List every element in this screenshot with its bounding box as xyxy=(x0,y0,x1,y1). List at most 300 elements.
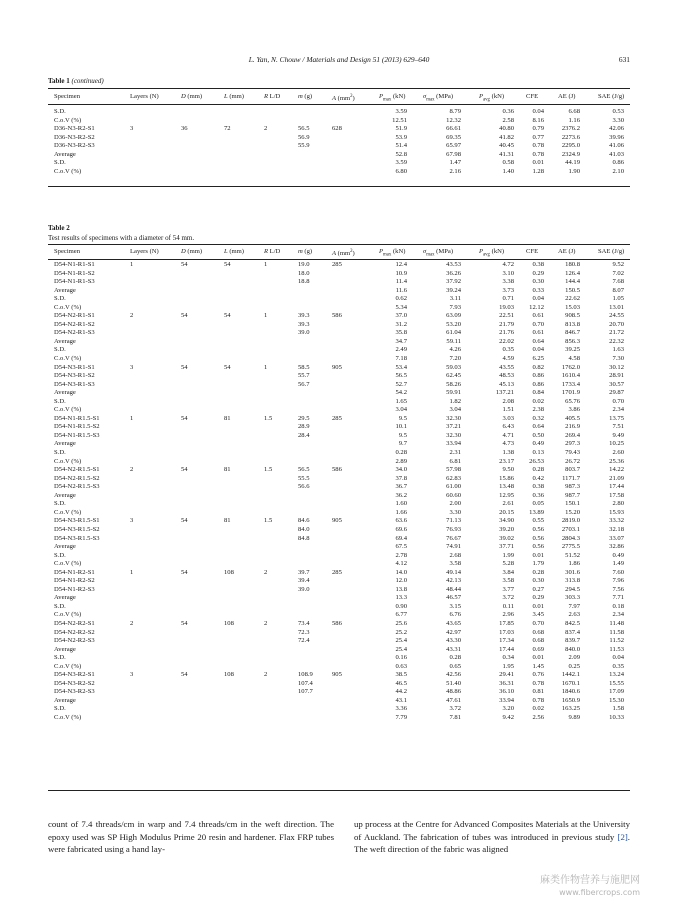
cell-ae: 1762.0 xyxy=(561,363,580,371)
cell-rld: 2 xyxy=(264,568,268,576)
cell-ae: 1.90 xyxy=(568,167,580,175)
cell-m: 18.0 xyxy=(298,269,310,277)
cell-smax: 43.65 xyxy=(446,619,461,627)
cell-sae: 28.91 xyxy=(609,372,624,380)
cell-smax: 57.98 xyxy=(446,466,461,474)
watermark xyxy=(540,875,640,899)
cell-pavg: 21.79 xyxy=(499,320,514,328)
cell-smax: 42.97 xyxy=(446,628,461,636)
cell-rld: 2 xyxy=(264,671,268,679)
cell-d: 54 xyxy=(181,363,188,371)
cell-cfe: 0.05 xyxy=(532,500,544,508)
cell-ae: 2804.3 xyxy=(561,534,580,542)
cell-ae: 1701.9 xyxy=(561,389,580,397)
col-ae: AE (J) xyxy=(558,93,576,100)
table-row xyxy=(48,646,630,655)
cell-pavg: 39.20 xyxy=(499,525,514,533)
cell-smax: 3.58 xyxy=(449,560,461,568)
cell-smax: 8.79 xyxy=(449,108,461,115)
col-cfe: CFE xyxy=(526,248,539,255)
cell-pmax: 54.2 xyxy=(395,389,407,397)
cell-specimen: Average xyxy=(54,543,76,551)
cell-sae: 0.86 xyxy=(612,159,624,167)
cell-specimen: D54-N2-R1.5-S3 xyxy=(54,483,100,491)
cell-l: 54 xyxy=(224,363,231,371)
table2-label: Table 2 xyxy=(48,224,70,232)
cell-ae: 1650.9 xyxy=(561,696,580,704)
table-row xyxy=(48,295,630,304)
cell-ae: 842.5 xyxy=(565,619,580,627)
table-row xyxy=(48,671,630,680)
cell-cfe: 0.82 xyxy=(532,363,544,371)
cell-ae: 150.5 xyxy=(565,286,580,294)
cell-pmax: 44.2 xyxy=(395,688,407,696)
cell-m: 84.0 xyxy=(298,525,310,533)
cell-sae: 7.71 xyxy=(612,594,624,602)
table2-body xyxy=(48,261,630,723)
cell-sae: 2.80 xyxy=(612,500,624,508)
cell-sae: 21.72 xyxy=(609,329,624,337)
cell-ae: 856.3 xyxy=(565,337,580,345)
cell-layers: 3 xyxy=(130,517,134,525)
cell-smax: 2.31 xyxy=(449,449,461,457)
cell-pmax: 46.5 xyxy=(395,679,407,687)
cell-smax: 3.11 xyxy=(449,295,461,303)
cell-pavg: 2.58 xyxy=(502,116,514,124)
cell-sae: 2.34 xyxy=(612,406,624,414)
cell-specimen: C.o.V (%) xyxy=(54,355,82,363)
table-row xyxy=(48,586,630,595)
cell-smax: 63.09 xyxy=(446,312,461,320)
cell-pmax: 69.4 xyxy=(395,534,407,542)
cell-sae: 1.49 xyxy=(612,560,624,568)
cell-pmax: 1.66 xyxy=(395,508,407,516)
col-pavg: $P_{avg}$ (kN) xyxy=(479,93,505,103)
cell-layers: 3 xyxy=(130,363,134,371)
cell-pavg: 1.40 xyxy=(502,167,514,175)
cell-sae: 15.93 xyxy=(609,508,624,516)
cell-smax: 12.32 xyxy=(446,116,461,124)
cell-specimen: D54-N1-R2-S1 xyxy=(54,568,95,576)
cell-sae: 7.51 xyxy=(612,423,624,431)
cell-sae: 3.30 xyxy=(612,116,624,124)
table-row xyxy=(48,389,630,398)
cell-pavg: 0.35 xyxy=(502,346,514,354)
table-row xyxy=(48,346,630,355)
cell-rld: 1 xyxy=(264,261,268,268)
cell-pmax: 36.2 xyxy=(395,491,407,499)
cell-m: 56.9 xyxy=(298,133,310,141)
table1-top-rule xyxy=(48,88,630,89)
cell-a: 285 xyxy=(332,568,342,576)
table-row xyxy=(48,440,630,449)
cell-pavg: 20.15 xyxy=(499,508,514,516)
cell-pmax: 34.0 xyxy=(395,466,407,474)
cell-a: 586 xyxy=(332,466,342,474)
cell-d: 54 xyxy=(181,466,188,474)
cell-ae: 79.43 xyxy=(565,449,580,457)
cell-cfe: 0.32 xyxy=(532,414,544,422)
cell-ae: 987.3 xyxy=(565,483,580,491)
table2-header xyxy=(48,245,630,258)
cell-smax: 6.76 xyxy=(449,611,461,619)
cell-m: 39.7 xyxy=(298,568,310,576)
cell-pavg: 19.03 xyxy=(499,303,514,311)
cell-pavg: 15.86 xyxy=(499,474,514,482)
table1-label: Table 1 xyxy=(48,77,70,85)
cell-ae: 297.3 xyxy=(565,440,580,448)
cell-specimen: C.o.V (%) xyxy=(54,611,82,619)
cell-specimen: D54-N1-R1-S3 xyxy=(54,278,95,286)
table-row xyxy=(48,432,630,441)
cell-pavg: 23.17 xyxy=(499,457,514,465)
cell-specimen: C.o.V (%) xyxy=(54,662,82,670)
cell-ae: 1171.7 xyxy=(562,474,580,482)
body-text-right-b: . The weft direction of the fabric was aligned xyxy=(354,831,630,854)
cell-pmax: 2.89 xyxy=(395,457,407,465)
cell-pavg: 4.71 xyxy=(502,431,514,439)
cell-pavg: 6.43 xyxy=(502,423,514,431)
cell-cfe: 8.16 xyxy=(532,116,544,124)
cell-specimen: D54-N3-R1.5-S2 xyxy=(54,525,100,533)
cell-smax: 65.97 xyxy=(446,142,461,150)
cell-pavg: 22.02 xyxy=(499,337,514,345)
table-row xyxy=(48,517,630,526)
cell-a: 905 xyxy=(332,517,342,525)
table-row xyxy=(48,663,630,672)
reference-link[interactable]: [2] xyxy=(617,831,628,842)
cell-pavg: 3.72 xyxy=(502,594,514,602)
cell-smax: 71.13 xyxy=(446,517,461,525)
cell-smax: 33.94 xyxy=(446,440,461,448)
cell-specimen: D54-N2-R1.5-S2 xyxy=(54,474,100,482)
cell-pavg: 17.85 xyxy=(499,619,514,627)
cell-smax: 0.65 xyxy=(449,662,461,670)
cell-sae: 11.58 xyxy=(609,628,624,636)
col-cfe: CFE xyxy=(526,93,539,100)
cell-pavg: 0.34 xyxy=(502,654,514,662)
cell-sae: 30.12 xyxy=(609,363,624,371)
cell-m: 107.4 xyxy=(298,679,313,687)
cell-smax: 43.53 xyxy=(446,261,461,268)
cell-m: 73.4 xyxy=(298,619,310,627)
cell-m: 56.6 xyxy=(298,483,310,491)
table-row xyxy=(48,620,630,629)
cell-pmax: 37.8 xyxy=(395,474,407,482)
cell-ae: 126.4 xyxy=(565,269,580,277)
body-text-right-a: up process at the Centre for Advanced Composites Materials at the University of Auckland. The fabrication of tubes was introduced in previous study xyxy=(354,819,630,842)
cell-pmax: 6.77 xyxy=(395,611,407,619)
cell-layers: 1 xyxy=(130,414,134,422)
cell-pavg: 3.58 xyxy=(502,577,514,585)
cell-m: 72.4 xyxy=(298,637,310,645)
cell-ae: 269.4 xyxy=(565,431,580,439)
cell-pmax: 31.2 xyxy=(395,320,407,328)
cell-ae: 2376.2 xyxy=(561,125,580,133)
table-row xyxy=(48,398,630,407)
cell-ae: 1840.6 xyxy=(561,688,580,696)
cell-smax: 53.20 xyxy=(446,320,461,328)
cell-sae: 0.53 xyxy=(612,108,624,115)
cell-ae: 1733.4 xyxy=(561,380,580,388)
cell-cfe: 0.79 xyxy=(532,125,544,133)
cell-cfe: 0.29 xyxy=(532,269,544,277)
cell-specimen: D54-N3-R1.5-S3 xyxy=(54,534,100,542)
cell-a: 285 xyxy=(332,414,342,422)
cell-pmax: 0.90 xyxy=(395,602,407,610)
cell-ae: 2.63 xyxy=(568,611,580,619)
cell-pavg: 17.34 xyxy=(499,637,514,645)
running-title: L. Yan, N. Chouw / Materials and Design 51 (2013) 629–640 xyxy=(248,55,430,64)
cell-l: 81 xyxy=(224,466,231,474)
cell-sae: 1.05 xyxy=(612,295,624,303)
table-row xyxy=(48,629,630,638)
table-row xyxy=(48,278,630,287)
cell-pmax: 13.3 xyxy=(395,594,407,602)
table-row xyxy=(48,705,630,714)
table-row xyxy=(48,680,630,689)
cell-ae: 44.19 xyxy=(565,159,580,167)
cell-smax: 62.83 xyxy=(446,474,461,482)
cell-pavg: 1.99 xyxy=(502,551,514,559)
table-row xyxy=(48,688,630,697)
cell-smax: 59.91 xyxy=(446,389,461,397)
cell-ae: 303.3 xyxy=(565,594,580,602)
cell-smax: 46.57 xyxy=(446,594,461,602)
cell-pavg: 43.55 xyxy=(499,363,514,371)
cell-ae: 405.5 xyxy=(565,414,580,422)
cell-pmax: 3.59 xyxy=(395,159,407,167)
cell-cfe: 0.78 xyxy=(532,679,544,687)
table-row xyxy=(48,261,630,270)
cell-cfe: 0.01 xyxy=(532,159,544,167)
col-d: D (mm) xyxy=(181,93,203,100)
cell-specimen: D54-N3-R2-S3 xyxy=(54,688,95,696)
col-l: L (mm) xyxy=(224,93,244,100)
cell-pavg: 33.94 xyxy=(499,696,514,704)
cell-pavg: 2.96 xyxy=(502,611,514,619)
cell-cfe: 0.70 xyxy=(532,320,544,328)
cell-sae: 0.18 xyxy=(612,602,624,610)
table-row xyxy=(48,637,630,646)
cell-cfe: 0.70 xyxy=(532,619,544,627)
cell-cfe: 0.64 xyxy=(532,423,544,431)
cell-smax: 32.30 xyxy=(446,414,461,422)
col-rld: R L/D xyxy=(264,248,281,255)
cell-pmax: 11.6 xyxy=(395,286,407,294)
cell-ae: 2295.0 xyxy=(561,142,580,150)
cell-sae: 7.02 xyxy=(612,269,624,277)
cell-pmax: 7.79 xyxy=(395,713,407,721)
cell-ae: 2324.9 xyxy=(561,150,580,158)
cell-specimen: D54-N1-R1.5-S3 xyxy=(54,431,100,439)
cell-ae: 837.4 xyxy=(565,628,580,636)
cell-pavg: 3.03 xyxy=(502,414,514,422)
cell-specimen: D54-N3-R1-S1 xyxy=(54,363,95,371)
cell-smax: 76.93 xyxy=(446,525,461,533)
cell-cfe: 0.61 xyxy=(532,312,544,320)
cell-m: 55.9 xyxy=(298,142,310,150)
cell-d: 36 xyxy=(181,125,188,133)
table1-body xyxy=(48,108,630,176)
cell-pavg: 40.45 xyxy=(499,142,514,150)
cell-pmax: 63.6 xyxy=(395,517,407,525)
cell-pavg: 41.82 xyxy=(499,133,514,141)
cell-m: 84.8 xyxy=(298,534,310,542)
cell-pmax: 2.78 xyxy=(395,551,407,559)
cell-smax: 2.00 xyxy=(449,500,461,508)
cell-ae: 1.16 xyxy=(568,116,580,124)
cell-sae: 7.60 xyxy=(612,568,624,576)
cell-sae: 33.07 xyxy=(609,534,624,542)
cell-specimen: D36-N3-R2-S2 xyxy=(54,133,95,141)
cell-pavg: 9.42 xyxy=(502,713,514,721)
table2-header-rule xyxy=(48,259,630,260)
cell-specimen: S.D. xyxy=(54,397,66,405)
cell-pmax: 37.0 xyxy=(395,312,407,320)
cell-ae: 301.6 xyxy=(565,568,580,576)
cell-ae: 144.4 xyxy=(565,278,580,286)
table-row xyxy=(48,577,630,586)
col-pavg: $P_{avg}$ (kN) xyxy=(479,248,505,258)
watermark-line2: www.fibercrops.com xyxy=(559,888,640,897)
cell-pmax: 51.4 xyxy=(395,142,407,150)
table-row xyxy=(48,697,630,706)
cell-sae: 42.06 xyxy=(609,125,624,133)
cell-ae: 180.8 xyxy=(565,261,580,268)
table2-caption xyxy=(48,223,194,243)
cell-ae: 294.5 xyxy=(565,585,580,593)
cell-cfe: 0.78 xyxy=(532,150,544,158)
cell-cfe: 0.30 xyxy=(532,577,544,585)
cell-sae: 17.09 xyxy=(609,688,624,696)
cell-cfe: 0.68 xyxy=(532,637,544,645)
cell-smax: 2.68 xyxy=(449,551,461,559)
cell-ae: 1.86 xyxy=(568,560,580,568)
cell-sae: 13.24 xyxy=(609,671,624,679)
cell-smax: 1.82 xyxy=(449,397,461,405)
col-layers: Layers (N) xyxy=(130,93,159,100)
cell-specimen: D54-N1-R2-S2 xyxy=(54,577,95,585)
cell-smax: 7.93 xyxy=(449,303,461,311)
cell-cfe: 0.29 xyxy=(532,594,544,602)
cell-ae: 7.97 xyxy=(568,602,580,610)
cell-ae: 839.7 xyxy=(565,637,580,645)
table-row xyxy=(48,329,630,338)
cell-pavg: 3.73 xyxy=(502,286,514,294)
cell-specimen: D36-N3-R2-S3 xyxy=(54,142,95,150)
table1-bottom-rule xyxy=(48,186,630,187)
cell-smax: 49.14 xyxy=(446,568,461,576)
cell-pavg: 45.13 xyxy=(499,380,514,388)
cell-pmax: 67.5 xyxy=(395,543,407,551)
cell-rld: 2 xyxy=(264,619,268,627)
cell-pavg: 0.11 xyxy=(502,602,514,610)
col-m: m (g) xyxy=(298,248,313,255)
cell-pavg: 29.41 xyxy=(499,671,514,679)
cell-cfe: 0.78 xyxy=(532,696,544,704)
cell-specimen: D54-N3-R1-S2 xyxy=(54,372,95,380)
cell-smax: 69.35 xyxy=(446,133,461,141)
cell-ae: 4.58 xyxy=(568,355,580,363)
cell-pmax: 12.4 xyxy=(395,261,407,268)
cell-ae: 840.0 xyxy=(565,645,580,653)
cell-specimen: Average xyxy=(54,594,76,602)
cell-specimen: C.o.V (%) xyxy=(54,116,82,124)
cell-cfe: 3.45 xyxy=(532,611,544,619)
cell-pmax: 4.12 xyxy=(395,560,407,568)
table-row xyxy=(48,134,630,143)
cell-specimen: Average xyxy=(54,696,76,704)
cell-pavg: 12.95 xyxy=(499,491,514,499)
cell-pavg: 0.58 xyxy=(502,159,514,167)
cell-pavg: 34.90 xyxy=(499,517,514,525)
table-row xyxy=(48,535,630,544)
cell-m: 107.7 xyxy=(298,688,313,696)
cell-d: 54 xyxy=(181,568,188,576)
cell-sae: 11.48 xyxy=(609,619,624,627)
cell-m: 84.6 xyxy=(298,517,310,525)
cell-cfe: 1.28 xyxy=(532,167,544,175)
cell-sae: 33.32 xyxy=(609,517,624,525)
cell-smax: 39.24 xyxy=(446,286,461,294)
cell-cfe: 0.49 xyxy=(532,440,544,448)
table-row xyxy=(48,458,630,467)
cell-ae: 803.7 xyxy=(565,466,580,474)
cell-smax: 74.91 xyxy=(446,543,461,551)
table-row xyxy=(48,270,630,279)
col-layers: Layers (N) xyxy=(130,248,159,255)
cell-cfe: 0.68 xyxy=(532,628,544,636)
cell-specimen: S.D. xyxy=(54,108,66,115)
cell-smax: 0.28 xyxy=(449,654,461,662)
cell-specimen: D54-N1-R1-S2 xyxy=(54,269,95,277)
cell-pmax: 11.4 xyxy=(395,278,407,286)
cell-pavg: 36.10 xyxy=(499,688,514,696)
cell-cfe: 0.28 xyxy=(532,466,544,474)
cell-cfe: 0.01 xyxy=(532,602,544,610)
cell-layers: 1 xyxy=(130,261,134,268)
cell-cfe: 12.12 xyxy=(529,303,544,311)
cell-sae: 0.49 xyxy=(612,551,624,559)
cell-sae: 1.58 xyxy=(612,705,624,713)
cell-sae: 0.35 xyxy=(612,662,624,670)
col-d: D (mm) xyxy=(181,248,203,255)
cell-specimen: Average xyxy=(54,389,76,397)
cell-smax: 62.45 xyxy=(446,372,461,380)
table1-caption xyxy=(48,77,104,85)
cell-d: 54 xyxy=(181,671,188,679)
cell-cfe: 0.69 xyxy=(532,645,544,653)
cell-sae: 15.55 xyxy=(609,679,624,687)
cell-smax: 61.04 xyxy=(446,329,461,337)
cell-specimen: D54-N2-R1-S1 xyxy=(54,312,95,320)
table-row xyxy=(48,543,630,552)
cell-sae: 10.33 xyxy=(609,713,624,721)
cell-pmax: 0.63 xyxy=(395,662,407,670)
cell-specimen: S.D. xyxy=(54,654,66,662)
table-row xyxy=(48,509,630,518)
cell-cfe: 0.02 xyxy=(532,397,544,405)
table-row xyxy=(48,611,630,620)
cell-pavg: 37.71 xyxy=(499,543,514,551)
table-row xyxy=(48,312,630,321)
cell-ae: 987.7 xyxy=(565,491,580,499)
cell-layers: 3 xyxy=(130,125,134,133)
cell-sae: 41.06 xyxy=(609,142,624,150)
table-row xyxy=(48,423,630,432)
running-header xyxy=(48,55,630,67)
